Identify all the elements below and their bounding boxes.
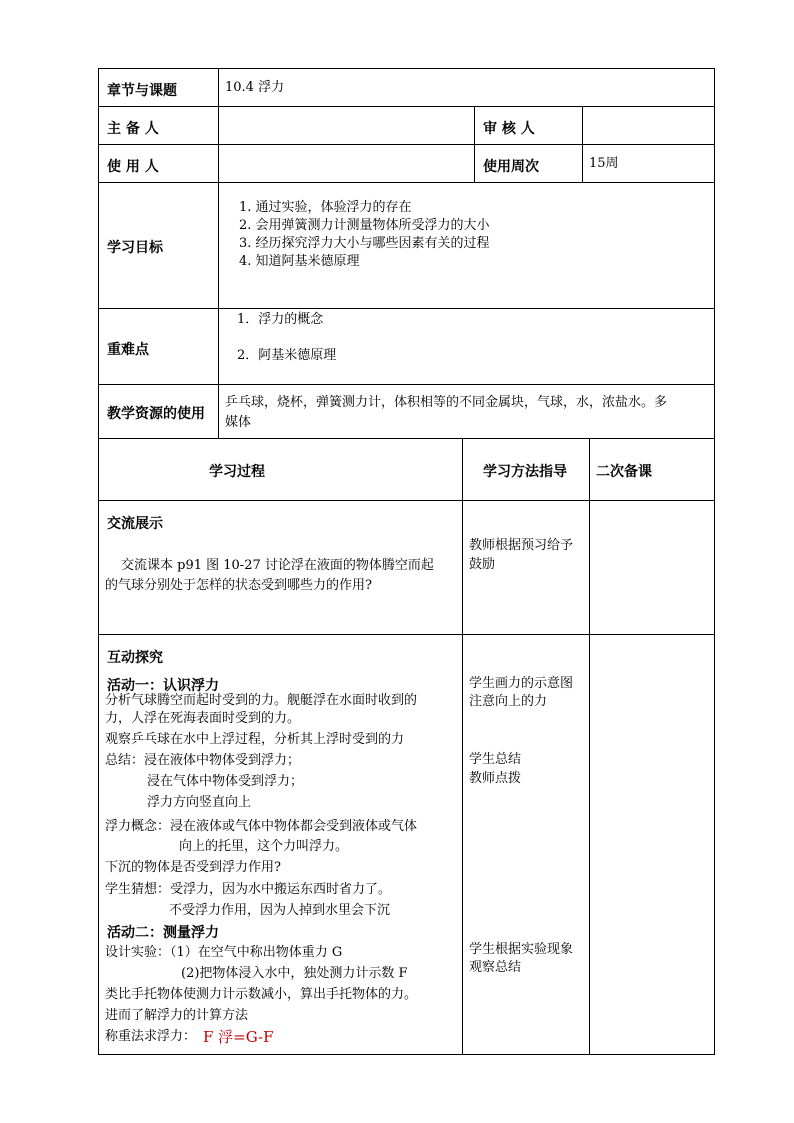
body-line: 浮力方向竖直向上 <box>147 795 252 810</box>
column-header-second: 二次备课 <box>596 464 652 480</box>
key-points-label: 重难点 <box>107 342 149 358</box>
method-guide: 学生画力的示意图 <box>469 676 574 691</box>
row-preparer <box>98 106 714 144</box>
row-exchange <box>98 500 714 634</box>
column-header-process: 学习过程 <box>209 464 265 480</box>
reviewer-label: 审 核 人 <box>483 121 535 137</box>
body-line: 观察乒乓球在水中上浮过程，分析其上浮时受到的力 <box>105 732 405 747</box>
key-point-item: 1．浮力的概念 <box>237 312 324 327</box>
row-interactive <box>98 634 714 1054</box>
body-line: 学生猜想：受浮力，因为水中搬运东西时省力了。 <box>105 882 392 897</box>
body-line: 力，人浮在死海表面时受到的力。 <box>105 711 301 726</box>
preparer-label: 主 备 人 <box>107 121 159 137</box>
method-guide: 注意向上的力 <box>469 694 548 709</box>
week-label: 使用周次 <box>483 159 539 175</box>
body-line: 总结：浸在液体中物体受到浮力； <box>105 753 301 768</box>
exchange-guide: 鼓励 <box>469 557 496 572</box>
row-key-points <box>98 308 714 384</box>
exchange-line: 的气球分别处于怎样的状态受到哪些力的作用? <box>105 578 372 593</box>
row-objectives <box>98 182 714 308</box>
objective-item: 4. 知道阿基米德原理 <box>239 254 360 269</box>
method-guide: 学生总结 <box>469 752 522 767</box>
week-value: 15周 <box>589 156 619 171</box>
body-line: 不受浮力作用，因为人掉到水里会下沉 <box>169 903 391 918</box>
row-user <box>98 144 714 182</box>
objective-item: 2. 会用弹簧测力计测量物体所受浮力的大小 <box>239 218 490 233</box>
objectives-label: 学习目标 <box>107 240 163 256</box>
body-line: 进而了解浮力的计算方法 <box>105 1008 249 1023</box>
column-header-method: 学习方法指导 <box>483 464 567 480</box>
method-guide: 教师点拨 <box>469 771 522 786</box>
row-chapter <box>98 68 714 106</box>
resources-line: 媒体 <box>225 415 252 430</box>
body-line: 称重法求浮力： <box>105 1029 197 1044</box>
resources-line: 乒乓球，烧杯，弹簧测力计，体积相等的不同金属块，气球，水，浓盐水。多 <box>225 395 668 410</box>
user-label: 使 用 人 <box>107 159 159 175</box>
body-line: 设计实验：（1）在空气中称出物体重力 G <box>105 945 343 960</box>
body-line: 向上的托里，这个力叫浮力。 <box>179 839 349 854</box>
activity-two-title: 活动二：测量浮力 <box>107 925 219 941</box>
lesson-plan-table <box>98 68 714 1054</box>
body-line: (2)把物体浸入水中，独处测力计示数 F <box>181 966 408 981</box>
body-line: 分析气球腾空而起时受到的力。舰艇浮在水面时收到的 <box>105 693 418 708</box>
objective-item: 3. 经历探究浮力大小与哪些因素有关的过程 <box>239 236 490 251</box>
interactive-title: 互动探究 <box>107 650 163 666</box>
chapter-label: 章节与课题 <box>107 83 177 99</box>
key-point-item: 2．阿基米德原理 <box>237 348 337 363</box>
exchange-guide: 教师根据预习给予 <box>469 538 574 553</box>
exchange-line: 交流课本 p91 图 10-27 讨论浮在液面的物体腾空而起 <box>121 558 434 573</box>
body-line: 下沉的物体是否受到浮力作用? <box>105 860 281 875</box>
activity-one-title: 活动一：认识浮力 <box>107 678 219 694</box>
resources-label: 教学资源的使用 <box>107 406 205 422</box>
body-line: 浸在气体中物体受到浮力； <box>147 774 304 789</box>
chapter-value: 10.4 浮力 <box>225 80 285 95</box>
exchange-title: 交流展示 <box>107 516 163 532</box>
row-resources <box>98 384 714 438</box>
body-line: 浮力概念：浸在液体或气体中物体都会受到液体或气体 <box>105 819 418 834</box>
buoyancy-formula: F 浮=G-F <box>203 1028 274 1046</box>
body-line: 类比手托物体使测力计示数减小，算出手托物体的力。 <box>105 987 418 1002</box>
row-column-headers <box>98 438 714 500</box>
method-guide: 观察总结 <box>469 960 522 975</box>
method-guide: 学生根据实验现象 <box>469 942 574 957</box>
objective-item: 1. 通过实验，体验浮力的存在 <box>239 200 412 215</box>
